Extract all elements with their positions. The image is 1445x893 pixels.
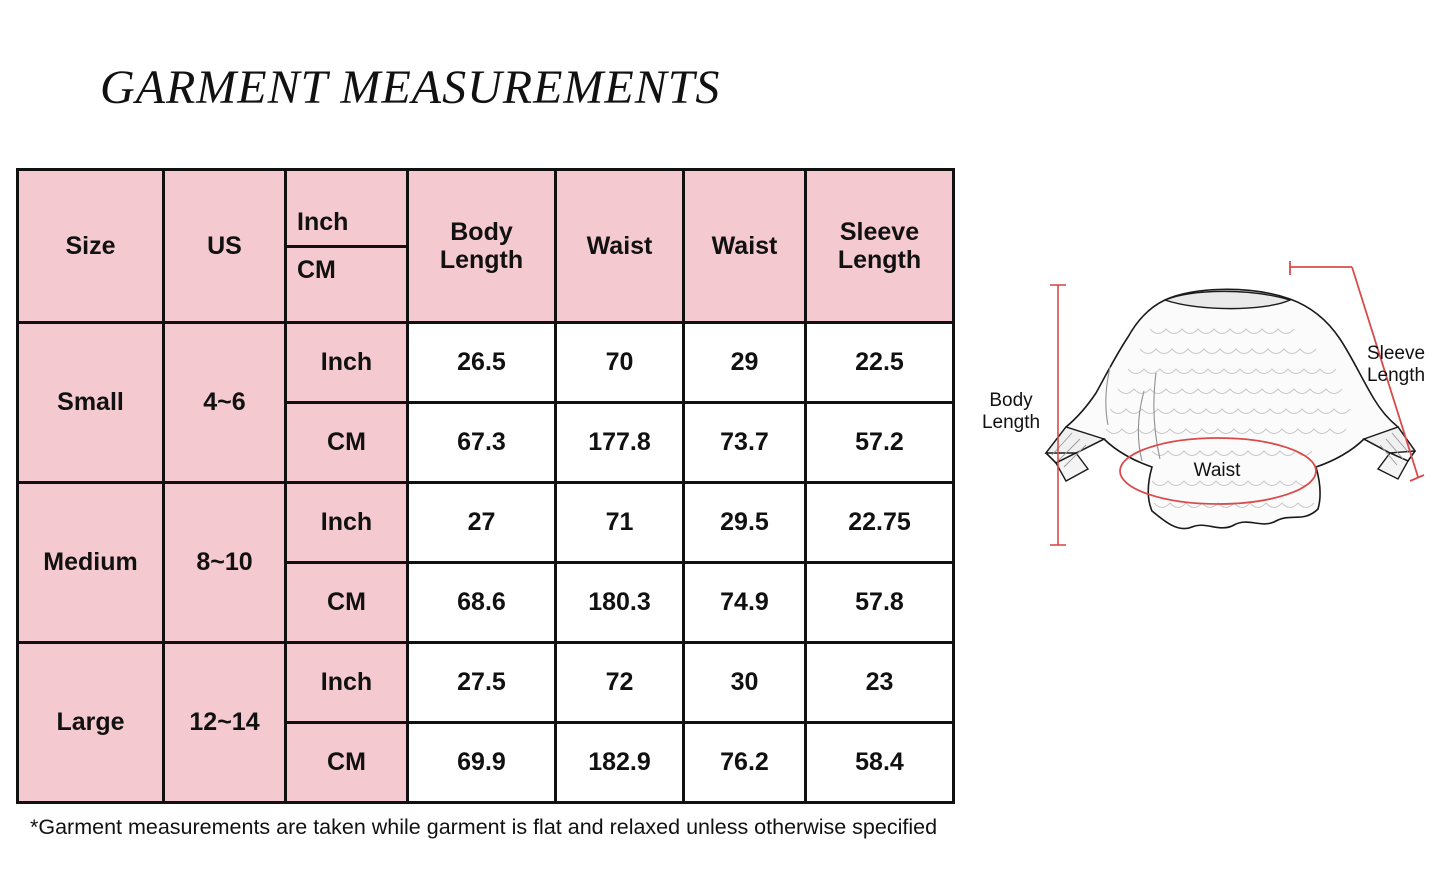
cell-us: 8~10 xyxy=(164,483,286,643)
cell-sleeve-length-cm: 57.8 xyxy=(806,563,954,643)
cell-unit-cm: CM xyxy=(286,403,408,483)
diagram-label-sleeve-length-line1: Sleeve xyxy=(1366,343,1426,364)
cell-waist1-cm: 177.8 xyxy=(556,403,684,483)
cell-body-length-cm: 68.6 xyxy=(408,563,556,643)
header-waist-1: Waist xyxy=(556,170,684,323)
diagram-label-body-length-line2: Length xyxy=(981,411,1041,433)
cell-waist1-cm: 182.9 xyxy=(556,723,684,803)
cell-waist2-cm: 74.9 xyxy=(684,563,806,643)
cell-waist2-inch: 29.5 xyxy=(684,483,806,563)
header-body-length: Body Length xyxy=(408,170,556,323)
cell-body-length-cm: 69.9 xyxy=(408,723,556,803)
cell-unit-inch: Inch xyxy=(286,323,408,403)
header-unit xyxy=(286,170,408,323)
diagram-label-sleeve-length-line2: Length xyxy=(1366,364,1426,386)
cell-sleeve-length-inch: 22.5 xyxy=(806,323,954,403)
page-title: GARMENT MEASUREMENTS xyxy=(100,61,721,114)
diagram-label-sleeve-length xyxy=(1352,343,1440,387)
diagram-label-body-length xyxy=(968,390,1054,434)
cell-sleeve-length-inch: 23 xyxy=(806,643,954,723)
cell-unit-cm: CM xyxy=(286,563,408,643)
diagram-label-body-length-line1: Body xyxy=(989,390,1033,411)
cell-us: 4~6 xyxy=(164,323,286,483)
cell-waist1-cm: 180.3 xyxy=(556,563,684,643)
cell-size: Medium xyxy=(18,483,164,643)
header-unit-cm: CM xyxy=(297,255,336,284)
footnote-text: *Garment measurements are taken while garment is flat and relaxed unless otherwise specified xyxy=(30,815,938,839)
cell-waist2-inch: 30 xyxy=(684,643,806,723)
cell-waist1-inch: 70 xyxy=(556,323,684,403)
cell-body-length-inch: 27 xyxy=(408,483,556,563)
cell-sleeve-length-cm: 58.4 xyxy=(806,723,954,803)
header-waist-2: Waist xyxy=(684,170,806,323)
header-sleeve-length: Sleeve Length xyxy=(806,170,954,323)
cell-waist2-cm: 76.2 xyxy=(684,723,806,803)
cell-waist1-inch: 72 xyxy=(556,643,684,723)
cell-unit-inch: Inch xyxy=(286,643,408,723)
cell-us: 12~14 xyxy=(164,643,286,803)
cell-unit-cm: CM xyxy=(286,723,408,803)
cell-body-length-inch: 26.5 xyxy=(408,323,556,403)
cell-unit-inch: Inch xyxy=(286,483,408,563)
cell-body-length-cm: 67.3 xyxy=(408,403,556,483)
cell-size: Small xyxy=(18,323,164,483)
garment-diagram xyxy=(960,255,1440,585)
table-row xyxy=(18,323,954,403)
cell-waist1-inch: 71 xyxy=(556,483,684,563)
header-unit-inch: Inch xyxy=(287,198,406,248)
header-us: US xyxy=(164,170,286,323)
table-row xyxy=(18,643,954,723)
cell-sleeve-length-cm: 57.2 xyxy=(806,403,954,483)
cell-body-length-inch: 27.5 xyxy=(408,643,556,723)
garment-measurements-table xyxy=(16,168,955,804)
cell-size: Large xyxy=(18,643,164,803)
cell-waist2-inch: 29 xyxy=(684,323,806,403)
diagram-label-waist: Waist xyxy=(1193,460,1241,481)
sweater-outline xyxy=(1046,289,1415,528)
table-row xyxy=(18,483,954,563)
cell-waist2-cm: 73.7 xyxy=(684,403,806,483)
table-header-row xyxy=(18,170,954,323)
cell-sleeve-length-inch: 22.75 xyxy=(806,483,954,563)
header-size: Size xyxy=(18,170,164,323)
